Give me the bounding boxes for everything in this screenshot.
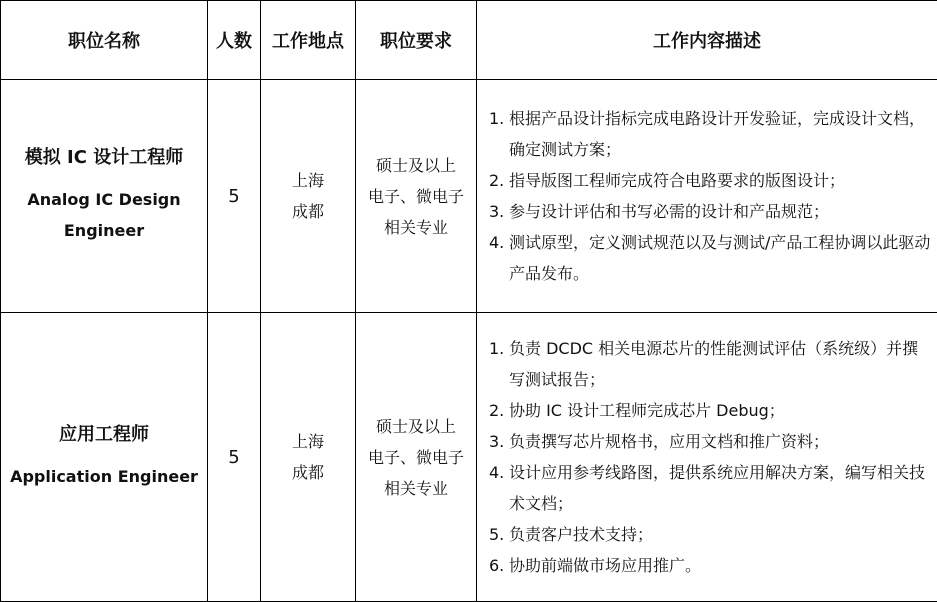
requirement-item: 相关专业 bbox=[356, 212, 476, 243]
table-row bbox=[1, 80, 937, 313]
duty-item bbox=[489, 519, 931, 550]
duty-item bbox=[489, 550, 931, 581]
location-item: 上海 bbox=[261, 165, 355, 196]
requirement-item: 相关专业 bbox=[356, 473, 476, 504]
requirement-item: 电子、微电子 bbox=[356, 181, 476, 212]
location-item: 成都 bbox=[261, 457, 355, 488]
header-row bbox=[1, 1, 937, 80]
header-position-name: 职位名称 bbox=[1, 1, 208, 80]
position-title-en: Analog IC Design bbox=[1, 184, 207, 215]
location-item: 成都 bbox=[261, 196, 355, 227]
requirements-cell bbox=[356, 80, 477, 313]
position-name-cell bbox=[1, 313, 208, 602]
duty-number: 3. bbox=[489, 426, 504, 457]
headcount-cell: 5 bbox=[208, 80, 261, 313]
duty-item bbox=[489, 395, 931, 426]
duty-item bbox=[489, 165, 931, 196]
duty-text: 负责客户技术支持； bbox=[509, 525, 653, 544]
duty-text: 负责撰写芯片规格书，应用文档和推广资料； bbox=[509, 432, 829, 451]
duty-list bbox=[489, 333, 931, 581]
position-title-en-cont: Engineer bbox=[1, 215, 207, 246]
requirement-item: 电子、微电子 bbox=[356, 442, 476, 473]
job-description-cell bbox=[477, 313, 937, 602]
duty-number: 4. bbox=[489, 457, 504, 488]
position-title-en: Application Engineer bbox=[1, 461, 207, 492]
duty-text: 参与设计评估和书写必需的设计和产品规范； bbox=[509, 202, 829, 221]
duty-number: 1. bbox=[489, 333, 504, 364]
duty-text: 指导版图工程师完成符合电路要求的版图设计； bbox=[509, 171, 845, 190]
duty-number: 6. bbox=[489, 550, 504, 581]
duty-item bbox=[489, 227, 931, 289]
requirements-cell bbox=[356, 313, 477, 602]
location-item: 上海 bbox=[261, 426, 355, 457]
duty-text: 设计应用参考线路图，提供系统应用解决方案，编写相关技术文档； bbox=[509, 463, 925, 513]
position-title-cn: 模拟 IC 设计工程师 bbox=[1, 146, 207, 170]
duty-item bbox=[489, 457, 931, 519]
position-title-cn: 应用工程师 bbox=[1, 423, 207, 447]
headcount-cell: 5 bbox=[208, 313, 261, 602]
header-job-description: 工作内容描述 bbox=[477, 1, 937, 80]
position-name-cell bbox=[1, 80, 208, 313]
duty-number: 2. bbox=[489, 165, 504, 196]
header-requirements: 职位要求 bbox=[356, 1, 477, 80]
duty-number: 5. bbox=[489, 519, 504, 550]
requirement-item: 硕士及以上 bbox=[356, 411, 476, 442]
header-headcount: 人数 bbox=[208, 1, 261, 80]
duty-item bbox=[489, 196, 931, 227]
duty-number: 2. bbox=[489, 395, 504, 426]
duty-list bbox=[489, 103, 931, 289]
header-location: 工作地点 bbox=[261, 1, 356, 80]
location-cell bbox=[261, 80, 356, 313]
duty-text: 根据产品设计指标完成电路设计开发验证，完成设计文档，确定测试方案； bbox=[509, 109, 925, 159]
duty-item bbox=[489, 426, 931, 457]
duty-number: 3. bbox=[489, 196, 504, 227]
duty-text: 协助 IC 设计工程师完成芯片 Debug； bbox=[509, 401, 785, 420]
duty-item bbox=[489, 103, 931, 165]
duty-number: 4. bbox=[489, 227, 504, 258]
table-row bbox=[1, 313, 937, 602]
duty-number: 1. bbox=[489, 103, 504, 134]
duty-text: 负责 DCDC 相关电源芯片的性能测试评估（系统级）并撰写测试报告； bbox=[509, 339, 918, 389]
duty-text: 协助前端做市场应用推广。 bbox=[509, 556, 701, 575]
duty-item bbox=[489, 333, 931, 395]
duty-text: 测试原型，定义测试规范以及与测试/产品工程协调以此驱动产品发布。 bbox=[509, 233, 930, 283]
job-description-cell bbox=[477, 80, 937, 313]
location-cell bbox=[261, 313, 356, 602]
requirement-item: 硕士及以上 bbox=[356, 150, 476, 181]
